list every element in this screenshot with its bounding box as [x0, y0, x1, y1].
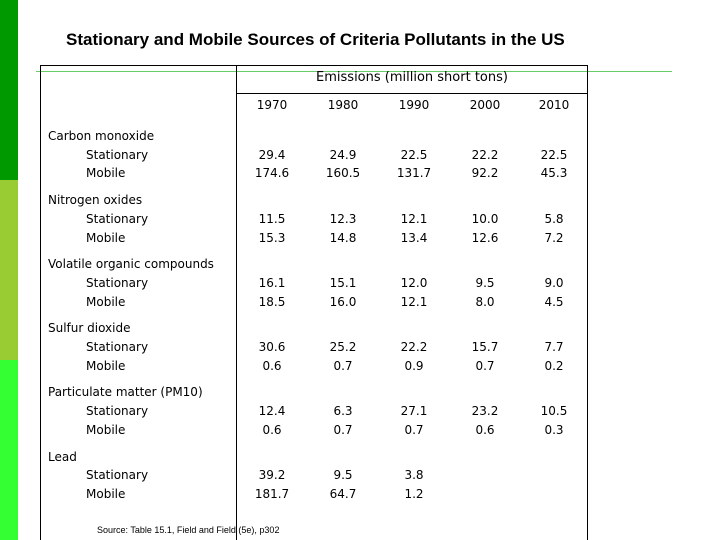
category-label: Sulfur dioxide: [48, 321, 131, 335]
value-cell: 0.7: [333, 359, 353, 373]
value-cell: 64.7: [329, 487, 357, 501]
value-cell: 22.5: [540, 148, 568, 162]
year-header-1970: 1970: [256, 98, 288, 112]
category-label: Carbon monoxide: [48, 129, 155, 143]
value-cell: 0.9: [404, 359, 424, 373]
value-cell: 7.2: [544, 231, 564, 245]
value-cell: 0.2: [544, 359, 564, 373]
mobile-label: Mobile: [86, 231, 126, 245]
page-title: Stationary and Mobile Sources of Criteria Pollutants in the US: [66, 30, 565, 49]
year-header-2000: 2000: [469, 98, 501, 112]
category-label: Nitrogen oxides: [48, 193, 143, 207]
year-header-2010: 2010: [538, 98, 570, 112]
category-label: Volatile organic compounds: [48, 257, 214, 271]
value-cell: 0.7: [333, 423, 353, 437]
value-cell: 22.2: [471, 148, 499, 162]
value-cell: 3.8: [404, 468, 424, 482]
value-cell: 18.5: [258, 295, 286, 309]
value-cell: 0.7: [475, 359, 495, 373]
value-cell: 45.3: [540, 166, 568, 180]
value-cell: 0.6: [475, 423, 495, 437]
value-cell: 22.5: [400, 148, 428, 162]
value-cell: 0.7: [404, 423, 424, 437]
value-cell: 0.3: [544, 423, 564, 437]
value-cell: 9.5: [475, 276, 495, 290]
value-cell: 12.0: [400, 276, 428, 290]
value-cell: 92.2: [471, 166, 499, 180]
value-cell: 5.8: [544, 212, 564, 226]
stationary-label: Stationary: [86, 404, 149, 418]
value-cell: 22.2: [400, 340, 428, 354]
value-cell: 14.8: [329, 231, 357, 245]
value-cell: 16.1: [258, 276, 286, 290]
table-header-divider: [236, 93, 588, 94]
stationary-label: Stationary: [86, 148, 149, 162]
value-cell: 6.3: [333, 404, 353, 418]
value-cell: 160.5: [325, 166, 361, 180]
value-cell: 13.4: [400, 231, 428, 245]
value-cell: 181.7: [254, 487, 290, 501]
year-header-1980: 1980: [327, 98, 359, 112]
value-cell: 16.0: [329, 295, 357, 309]
value-cell: 174.6: [254, 166, 290, 180]
stationary-label: Stationary: [86, 276, 149, 290]
value-cell: 29.4: [258, 148, 286, 162]
stationary-label: Stationary: [86, 468, 149, 482]
value-cell: 131.7: [396, 166, 432, 180]
value-cell: 12.3: [329, 212, 357, 226]
value-cell: 9.5: [333, 468, 353, 482]
year-header-1990: 1990: [398, 98, 430, 112]
value-cell: 12.4: [258, 404, 286, 418]
source-note: Source: Table 15.1, Field and Field (5e), p302: [97, 525, 280, 535]
value-cell: 0.6: [262, 423, 282, 437]
value-cell: 12.1: [400, 212, 428, 226]
mobile-label: Mobile: [86, 359, 126, 373]
value-cell: 0.6: [262, 359, 282, 373]
value-cell: 15.3: [258, 231, 286, 245]
mobile-label: Mobile: [86, 423, 126, 437]
emissions-header: Emissions (million short tons): [316, 70, 508, 85]
value-cell: 1.2: [404, 487, 424, 501]
value-cell: 15.7: [471, 340, 499, 354]
value-cell: 10.5: [540, 404, 568, 418]
mobile-label: Mobile: [86, 487, 126, 501]
value-cell: 12.1: [400, 295, 428, 309]
value-cell: 12.6: [471, 231, 499, 245]
value-cell: 30.6: [258, 340, 286, 354]
value-cell: 7.7: [544, 340, 564, 354]
value-cell: 25.2: [329, 340, 357, 354]
value-cell: 4.5: [544, 295, 564, 309]
side-bar-olive-green: [0, 180, 18, 360]
category-label: Particulate matter (PM10): [48, 385, 203, 399]
value-cell: 23.2: [471, 404, 499, 418]
value-cell: 27.1: [400, 404, 428, 418]
side-bar-light-green: [0, 360, 18, 540]
mobile-label: Mobile: [86, 166, 126, 180]
value-cell: 10.0: [471, 212, 499, 226]
value-cell: 39.2: [258, 468, 286, 482]
stationary-label: Stationary: [86, 212, 149, 226]
category-label: Lead: [48, 450, 77, 464]
mobile-label: Mobile: [86, 295, 126, 309]
value-cell: 24.9: [329, 148, 357, 162]
value-cell: 11.5: [258, 212, 286, 226]
value-cell: 9.0: [544, 276, 564, 290]
value-cell: 8.0: [475, 295, 495, 309]
table-column-divider: [236, 65, 237, 540]
value-cell: 15.1: [329, 276, 357, 290]
side-bar-dark-green: [0, 0, 18, 180]
stationary-label: Stationary: [86, 340, 149, 354]
